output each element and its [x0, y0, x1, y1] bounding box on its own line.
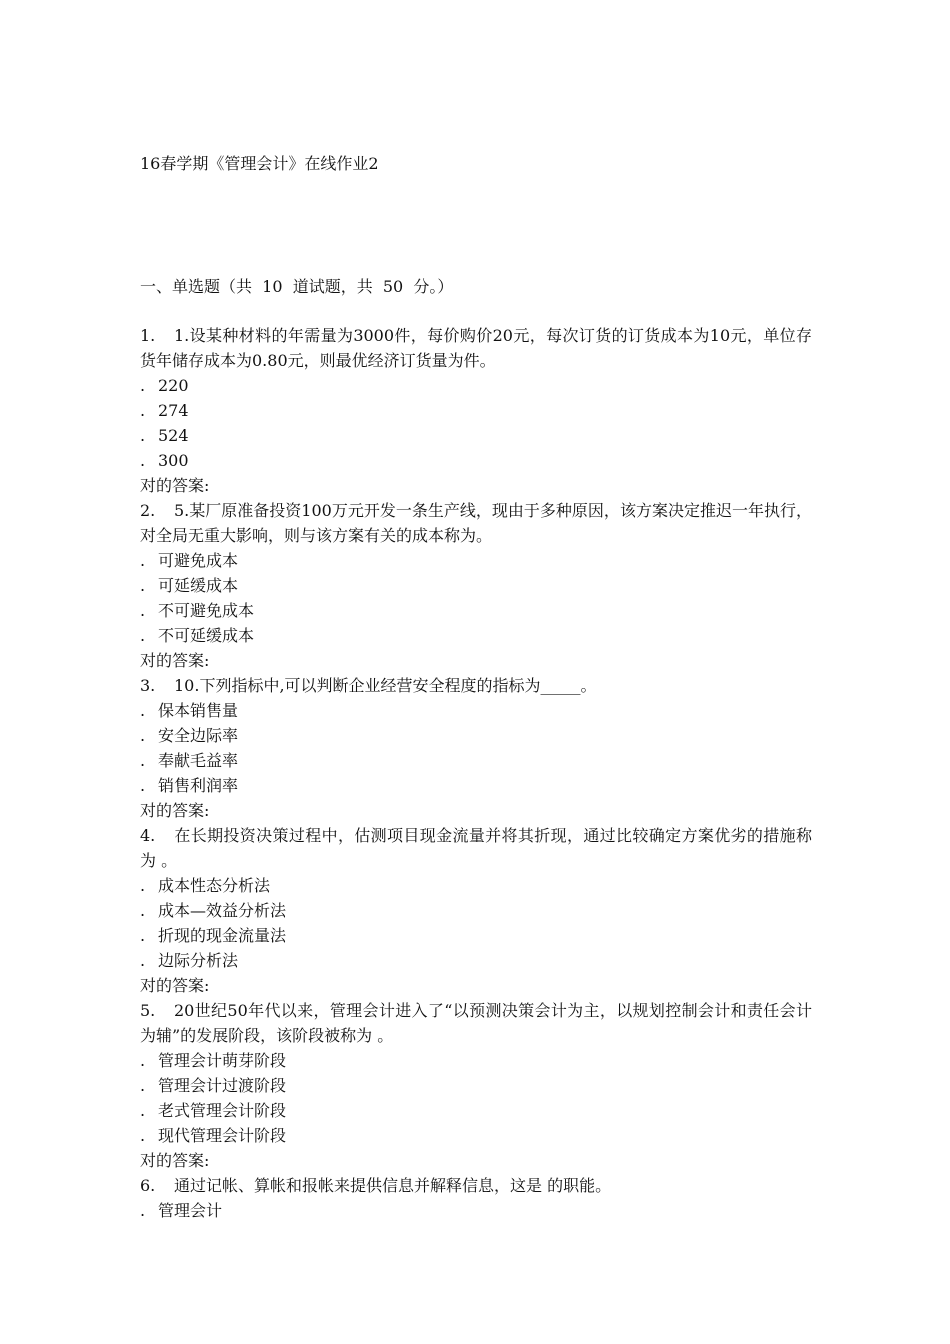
option-text: 成本性态分析法	[158, 876, 271, 895]
answer-option	[140, 773, 812, 798]
section-heading: 一、单选题（共 10 道试题，共 50 分。）	[140, 277, 454, 296]
answer-option	[140, 1098, 812, 1123]
option-text: 管理会计	[158, 1201, 223, 1220]
option-marker: .	[140, 1076, 146, 1095]
option-text: 不可延缓成本	[158, 626, 255, 645]
option-marker: .	[140, 376, 146, 395]
question-text: 通过记帐、算帐和报帐来提供信息并解释信息，这是 的职能。	[174, 1176, 612, 1195]
answer-option	[140, 1048, 812, 1073]
answer-option	[140, 448, 812, 473]
question-number: 6.	[140, 1176, 156, 1195]
option-marker: .	[140, 876, 146, 895]
answer-option	[140, 698, 812, 723]
answer-option	[140, 1073, 812, 1098]
answer-option	[140, 748, 812, 773]
option-text: 不可避免成本	[158, 601, 255, 620]
question-stem	[140, 1173, 812, 1198]
question-block	[140, 1173, 812, 1223]
option-text: 可延缓成本	[158, 576, 239, 595]
option-text: 管理会计过渡阶段	[158, 1076, 287, 1095]
question-number: 1.	[140, 326, 156, 345]
answer-option	[140, 373, 812, 398]
option-marker: .	[140, 1051, 146, 1070]
question-block	[140, 998, 812, 1173]
option-marker: .	[140, 776, 146, 795]
correct-answer-label: 对的答案:	[140, 476, 210, 495]
option-text: 老式管理会计阶段	[158, 1101, 287, 1120]
answer-option	[140, 548, 812, 573]
option-marker: .	[140, 576, 146, 595]
question-list	[140, 323, 812, 1223]
answer-option	[140, 873, 812, 898]
answer-option	[140, 923, 812, 948]
option-marker: .	[140, 1126, 146, 1145]
correct-answer-label: 对的答案:	[140, 651, 210, 670]
question-block	[140, 823, 812, 998]
option-marker: .	[140, 1201, 146, 1220]
answer-option	[140, 623, 812, 648]
question-number: 5.	[140, 1001, 156, 1020]
question-text: 1.设某种材料的年需量为3000件，每价购价20元，每次订货的订货成本为10元，单位存货年储存成本为0.80元，则最优经济订货量为件。	[140, 326, 812, 370]
question-stem	[140, 323, 812, 373]
option-text: 274	[158, 401, 189, 420]
answer-option	[140, 573, 812, 598]
option-marker: .	[140, 726, 146, 745]
answer-option	[140, 948, 812, 973]
option-text: 220	[158, 376, 189, 395]
answer-option	[140, 1198, 812, 1223]
question-stem	[140, 998, 812, 1048]
option-text: 300	[158, 451, 189, 470]
option-marker: .	[140, 1101, 146, 1120]
answer-option	[140, 723, 812, 748]
answer-option	[140, 423, 812, 448]
question-stem	[140, 823, 812, 873]
question-number: 4.	[140, 826, 156, 845]
correct-answer-label: 对的答案:	[140, 976, 210, 995]
question-block	[140, 673, 812, 823]
question-number: 3.	[140, 676, 156, 695]
option-marker: .	[140, 701, 146, 720]
option-text: 奉献毛益率	[158, 751, 239, 770]
option-marker: .	[140, 951, 146, 970]
question-number: 2.	[140, 501, 156, 520]
option-marker: .	[140, 901, 146, 920]
option-text: 销售利润率	[158, 776, 239, 795]
question-block	[140, 498, 812, 673]
question-stem	[140, 673, 812, 698]
correct-answer-label: 对的答案:	[140, 801, 210, 820]
option-text: 保本销售量	[158, 701, 239, 720]
answer-option	[140, 398, 812, 423]
option-marker: .	[140, 401, 146, 420]
option-marker: .	[140, 926, 146, 945]
option-text: 成本—效益分析法	[158, 901, 287, 920]
option-marker: .	[140, 751, 146, 770]
option-text: 安全边际率	[158, 726, 239, 745]
answer-option	[140, 598, 812, 623]
answer-option	[140, 1123, 812, 1148]
question-text: 在长期投资决策过程中，估测项目现金流量并将其折现，通过比较确定方案优劣的措施称为 。	[140, 826, 812, 870]
question-stem	[140, 498, 812, 548]
option-marker: .	[140, 626, 146, 645]
question-block	[140, 323, 812, 498]
correct-answer-label: 对的答案:	[140, 1151, 210, 1170]
answer-option	[140, 898, 812, 923]
document-title: 16春学期《管理会计》在线作业2	[140, 154, 379, 173]
option-text: 可避免成本	[158, 551, 239, 570]
option-marker: .	[140, 551, 146, 570]
option-marker: .	[140, 451, 146, 470]
option-text: 折现的现金流量法	[158, 926, 287, 945]
option-marker: .	[140, 601, 146, 620]
option-marker: .	[140, 426, 146, 445]
option-text: 524	[158, 426, 189, 445]
question-text: 10.下列指标中,可以判断企业经营安全程度的指标为_____。	[174, 676, 597, 695]
question-text: 5.某厂原准备投资100万元开发一条生产线，现由于多种原因，该方案决定推迟一年执行，对全局无重大影响，则与该方案有关的成本称为。	[140, 501, 812, 545]
option-text: 现代管理会计阶段	[158, 1126, 287, 1145]
option-text: 边际分析法	[158, 951, 239, 970]
question-text: 20世纪50年代以来，管理会计进入了“以预测决策会计为主，以规划控制会计和责任会计为辅”的发展阶段，该阶段被称为 。	[140, 1001, 812, 1045]
option-text: 管理会计萌芽阶段	[158, 1051, 287, 1070]
